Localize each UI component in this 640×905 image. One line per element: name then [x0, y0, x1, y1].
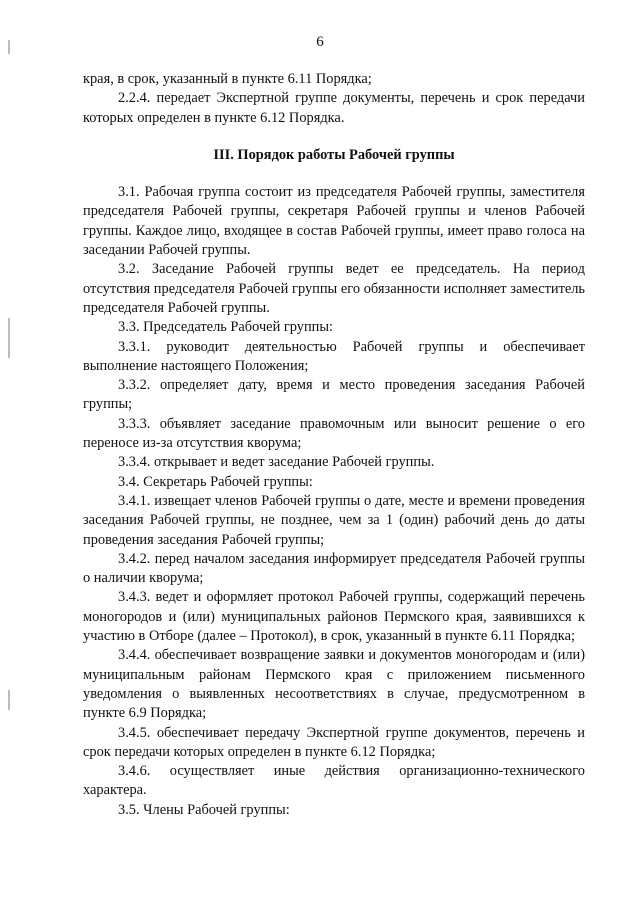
paragraph-3-4-6: 3.4.6. осуществляет иные действия организационно-технического характера. — [83, 763, 585, 799]
paragraph-3-4-1: 3.4.1. извещает членов Рабочей группы о дате, месте и времени проведения заседания Рабочей группы, не позднее, чем за 1 (один) рабочий день до даты проведения заседания Рабочей группы; — [83, 492, 585, 548]
paragraph-3-3-2: 3.3.2. определяет дату, время и место проведения заседания Рабочей группы; — [83, 377, 585, 413]
paragraph-continuation: края, в срок, указанный в пункте 6.11 Порядка; — [83, 71, 372, 87]
document-body — [83, 70, 585, 820]
paragraph-3-1: 3.1. Рабочая группа состоит из председателя Рабочей группы, заместителя председателя Рабочей группы, секретаря Рабочей группы и членов Рабочей группы. Каждое лицо, входящее в состав Рабочей группы, имеет право голоса на заседании Рабочей группы. — [83, 184, 585, 259]
scan-margin-mark — [8, 690, 10, 710]
section-title: III. Порядок работы Рабочей группы — [213, 146, 455, 163]
paragraph-3-5: 3.5. Члены Рабочей группы: — [118, 801, 290, 818]
paragraph-3-4-4: 3.4.4. обеспечивает возвращение заявки и документов моногородам и (или) муниципальным районам Пермского края с приложением письменного уведомления о выявленных несоответствиях в случае, предусмотренном в пункте 6.9 Порядка; — [83, 647, 585, 722]
paragraph-2-2-4: 2.2.4. передает Экспертной группе документы, перечень и срок передачи которых определен в пункте 6.12 Порядка. — [83, 90, 585, 126]
paragraph-3-4-3: 3.4.3. ведет и оформляет протокол Рабочей группы, содержащий перечень моногородов и (или) муниципальных районов Пермского края, заявившихся к участию в Отборе (далее – Протокол), в срок, указанный в пункте 6.11 Порядка; — [83, 589, 585, 645]
paragraph-3-3-3: 3.3.3. объявляет заседание правомочным или выносит решение о его переносе из-за отсутствия кворума; — [83, 415, 585, 452]
paragraph-3-4-2: 3.4.2. перед началом заседания информирует председателя Рабочей группы о наличии кворума; — [83, 550, 585, 587]
paragraph-3-4: 3.4. Секретарь Рабочей группы: — [118, 473, 313, 490]
paragraph-3-3: 3.3. Председатель Рабочей группы: — [118, 319, 334, 336]
paragraph-3-4-5: 3.4.5. обеспечивает передачу Экспертной группе документов, перечень и срок передачи которых определен в пункте 6.12 Порядка; — [83, 724, 585, 760]
scan-margin-mark — [8, 318, 10, 358]
paragraph-3-3-4: 3.3.4. открывает и ведет заседание Рабочей группы. — [118, 454, 435, 471]
paragraph-3-3-1: 3.3.1. руководит деятельностью Рабочей группы и обеспечивает выполнение настоящего Положения; — [83, 338, 585, 374]
page-number: 6 — [316, 34, 324, 50]
paragraph-3-2: 3.2. Заседание Рабочей группы ведет ее председатель. На период отсутствия председателя Рабочей группы его обязанности исполняет заместитель председателя Рабочей группы. — [83, 261, 585, 316]
